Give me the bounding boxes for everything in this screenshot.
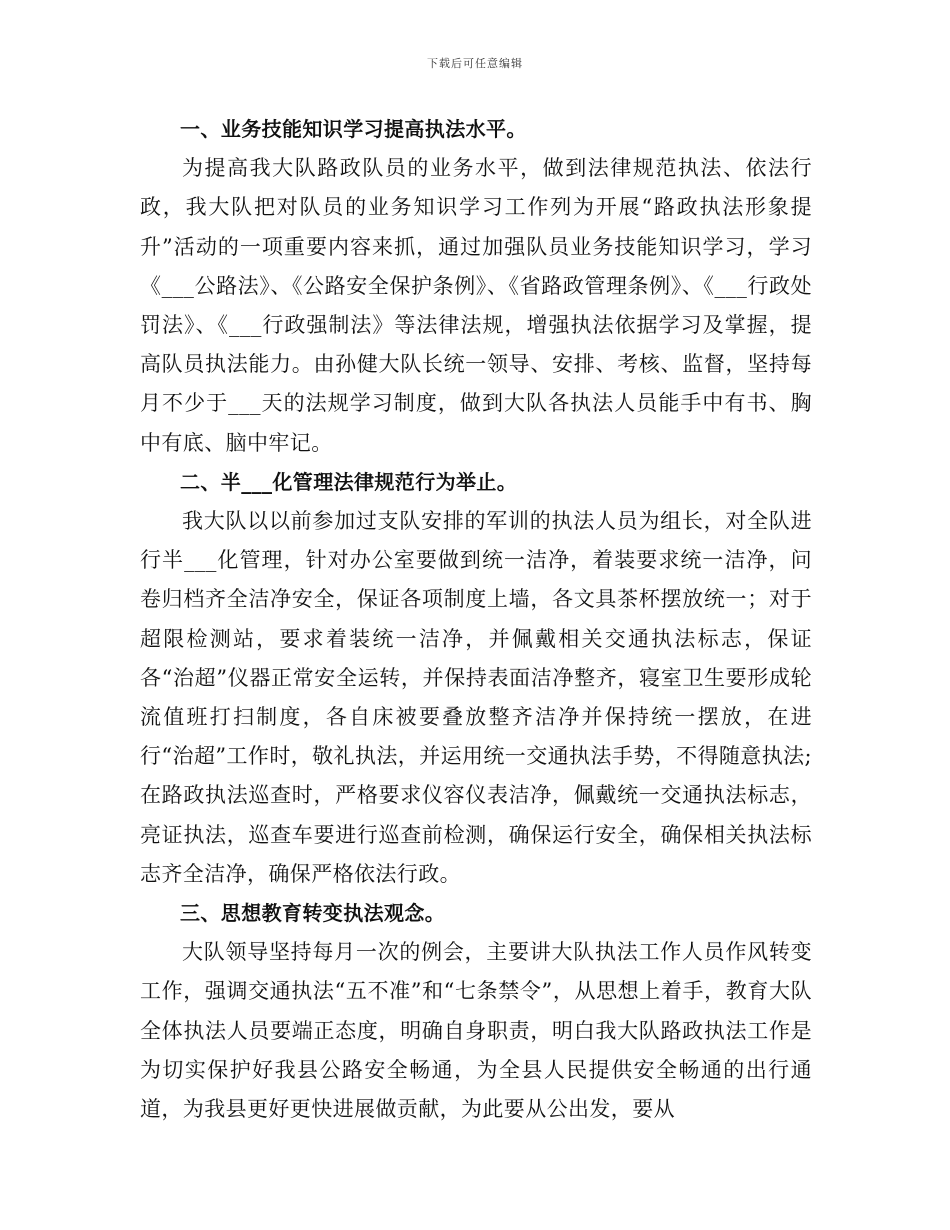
section-1-paragraph: 为提高我大队路政队员的业务水平，做到法律规范执法、依法行政，我大队把对队员的业务知识学习工作列为开展“路政执法形象提升”活动的一项重要内容来抓，通过加强队员业务技能知识学习，学习《___公路法》、《公路安全保护条例》、《省路政管理条例》、《___行政处罚法》、《___行政强制法》等法律法规，增强执法依据学习及掌握，提高队员执法能力。由孙健大队长统一领导、安排、考核、监督，坚持每月不少于___天的法规学习制度，做到大队各执法人员能手中有书、胸中有底、脑中牢记。: [140, 156, 812, 455]
section-2-heading: 二、半___化管理法律规范行为举止。: [180, 469, 518, 494]
section-3-paragraph: 大队领导坚持每月一次的例会，主要讲大队执法工作人员作风转变工作，强调交通执法“五不准”和“七条禁令”，从思想上着手，教育大队全体执法人员要端正态度，明确自身职责，明白我大队路政执法工作是为切实保护好我县公路安全畅通，为全县人民提供安全畅通的出行通道，为我县更好更快进展做贡献，为此要从公出发，要从: [140, 940, 812, 1122]
document-body: [140, 110, 812, 1129]
section-3-heading: 三、思想教育转变执法观念。: [180, 901, 446, 926]
section-1-heading: 一、业务技能知识学习提高执法水平。: [180, 117, 527, 141]
section-2-paragraph: 我大队以以前参加过支队安排的军训的执法人员为组长，对全队进行半___化管理，针对办公室要做到统一洁净，着装要求统一洁净，问卷归档齐全洁净安全，保证各项制度上墙，各文具茶杯摆放统一；对于超限检测站，要求着装统一洁净，并佩戴相关交通执法标志，保证各“治超”仪器正常安全运转，并保持表面洁净整齐，寝室卫生要形成轮流值班打扫制度，各自床被要叠放整齐洁净并保持统一摆放，在进行“治超”工作时，敬礼执法，并运用统一交通执法手势，不得随意执法;在路政执法巡查时，严格要求仪容仪表洁净，佩戴统一交通执法标志，亮证执法，巡查车要进行巡查前检测，确保运行安全，确保相关执法标志齐全洁净，确保严格依法行政。: [140, 509, 812, 886]
page-header: 下载后可任意编辑: [427, 57, 523, 70]
